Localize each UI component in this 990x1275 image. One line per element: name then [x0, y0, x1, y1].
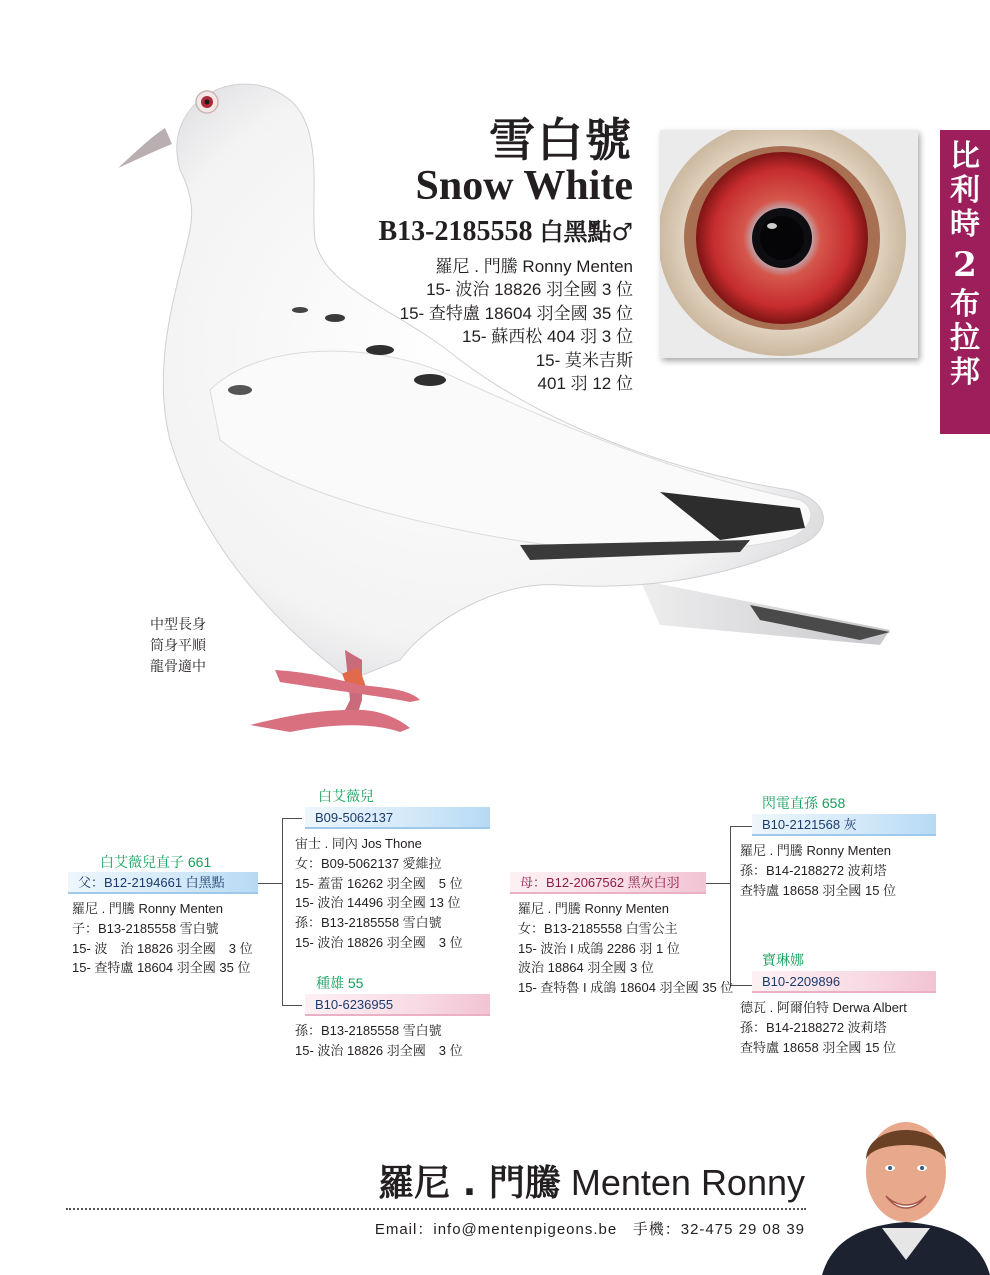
tab-char: 比	[950, 139, 980, 174]
info-line: 查特盧 18658 羽全國 15 位	[740, 882, 897, 898]
sire-dam-info	[295, 1021, 463, 1061]
connector-line	[282, 818, 283, 1006]
info-line: 查特盧 18658 羽全國 15 位	[740, 1039, 897, 1055]
sire-bar: 父：B12-2194661 白黑點	[68, 872, 258, 894]
email-link[interactable]: info@mentenpigeons.be	[433, 1221, 618, 1238]
feather-color: 白黑點	[539, 218, 612, 246]
info-line: 15- 查特魯 I 成鴿 18604 羽全國 35 位	[518, 980, 734, 996]
info-line: 波治 18864 羽全國 3 位	[518, 960, 654, 976]
body-notes	[150, 614, 206, 677]
email-label: Email：	[374, 1221, 434, 1238]
sire-info	[72, 899, 253, 978]
phone-number: 32-475 29 08 39	[680, 1221, 805, 1238]
dam-sire-title: 閃電直孫 658	[762, 795, 846, 811]
breeder-name-english: Menten Ronny	[570, 1162, 805, 1203]
result-line: 羅尼 . 門騰 Ronny Menten	[435, 257, 633, 276]
note-line: 中型長身	[150, 616, 206, 632]
sire-dam-bar: B10-6236955	[305, 994, 490, 1016]
info-line: 德瓦 . 阿爾伯特 Derwa Albert	[740, 1000, 907, 1015]
connector-line	[258, 883, 283, 884]
race-results	[400, 255, 633, 395]
info-line: 子：B13-2185558 雪白號	[72, 920, 219, 936]
pigeon-name-english: Snow White	[415, 163, 633, 209]
tab-char: 時	[950, 207, 980, 242]
info-line: 孫：B13-2185558 雪白號	[295, 1023, 442, 1038]
info-line: 孫：B14-2188272 波莉塔	[740, 1019, 887, 1035]
connector-line	[706, 883, 731, 884]
info-line: 15- 波治 I 成鴿 2286 羽 1 位	[518, 940, 680, 956]
info-line: 羅尼 . 門騰 Ronny Menten	[740, 843, 891, 858]
note-line: 龍骨適中	[150, 658, 206, 674]
tab-char: 布	[950, 287, 980, 322]
eye-photo	[660, 130, 918, 358]
dam-sire-bar: B10-2121568 灰	[752, 814, 936, 836]
connector-line	[282, 1005, 302, 1006]
tab-char: 2	[953, 245, 977, 285]
region-tab	[940, 130, 990, 434]
info-line: 15- 波治 18826 羽全國 3 位	[295, 934, 463, 950]
ring-number-line	[378, 212, 633, 248]
info-line: 羅尼 . 門騰 Ronny Menten	[518, 901, 669, 916]
note-line: 筒身平順	[150, 637, 206, 653]
breeder-name	[378, 1155, 805, 1206]
info-line: 女：B13-2185558 白雪公主	[518, 920, 678, 936]
pigeon-name-chinese: 雪白號	[489, 113, 633, 167]
info-line: 15- 波治 18826 羽全國 3 位	[295, 1042, 463, 1058]
tab-char: 利	[950, 173, 980, 208]
info-line: 孫：B13-2185558 雪白號	[295, 915, 442, 931]
sire-sire-bar: B09-5062137	[305, 807, 490, 829]
connector-line	[282, 818, 302, 819]
info-line: 15- 蓋雷 16262 羽全國 5 位	[295, 875, 463, 891]
connector-line	[730, 985, 752, 986]
info-line: 15- 波治 14496 羽全國 13 位	[295, 895, 461, 911]
info-line: 15- 波 治 18826 羽全國 3 位	[72, 940, 253, 956]
sire-dam-title: 種雄 55	[316, 975, 364, 991]
info-line: 孫：B14-2188272 波莉塔	[740, 862, 887, 878]
info-line: 女：B09-5062137 愛維拉	[295, 855, 442, 871]
sire-title: 白艾薇兒直子 661	[100, 854, 212, 870]
result-line: 15- 莫米吉斯	[535, 350, 633, 370]
sire-sire-title: 白艾薇兒	[318, 788, 374, 804]
result-line: 401 羽 12 位	[537, 374, 633, 394]
contact-line	[375, 1218, 805, 1239]
dam-dam-bar: B10-2209896	[752, 971, 936, 993]
dam-dam-info	[740, 998, 907, 1057]
connector-line	[730, 826, 752, 827]
dam-dam-title: 寶琳娜	[762, 952, 804, 968]
tab-char: 拉	[950, 321, 980, 356]
dam-info	[518, 899, 733, 998]
dam-sire-info	[740, 841, 896, 900]
phone-label: 手機：	[632, 1221, 681, 1238]
info-line: 宙士 . 同內 Jos Thone	[295, 836, 422, 851]
sire-sire-info	[295, 834, 463, 953]
result-line: 15- 波治 18826 羽全國 3 位	[426, 280, 633, 300]
ring-number: B13-2185558	[378, 216, 533, 247]
dam-bar: 母：B12-2067562 黑灰白羽	[510, 872, 706, 894]
breeder-name-chinese: 羅尼 . 門騰	[378, 1163, 561, 1204]
breeder-portrait	[822, 1100, 990, 1275]
info-line: 15- 查特盧 18604 羽全國 35 位	[72, 960, 251, 976]
eye-illustration	[660, 130, 918, 358]
male-sex-icon: ♂	[611, 218, 633, 246]
result-line: 15- 蘇西松 404 羽 3 位	[461, 327, 633, 347]
info-line: 羅尼 . 門騰 Ronny Menten	[72, 901, 223, 916]
divider	[66, 1208, 806, 1210]
result-line: 15- 查特盧 18604 羽全國 35 位	[399, 303, 633, 323]
tab-char: 邦	[950, 355, 980, 390]
